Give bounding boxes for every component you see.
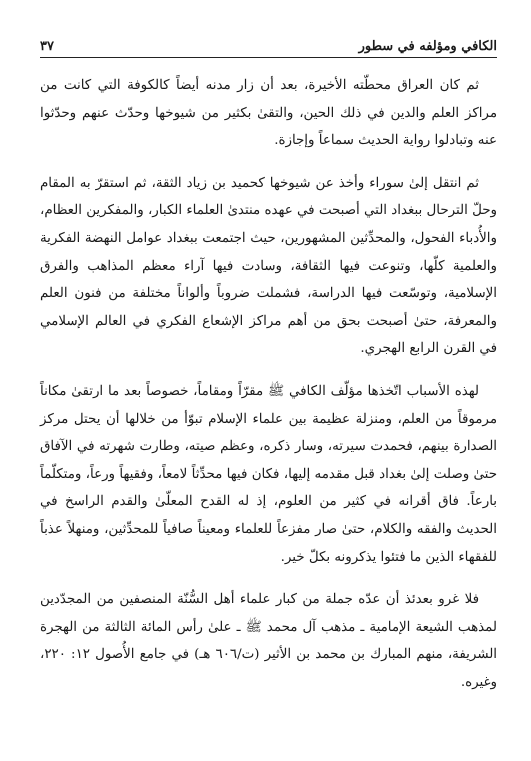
paragraph-reasons: لهذه الأسباب اتّخذها مؤلّف الكافي ﷺ مقرّاً ومقاماً، خصوصاً بعد ما ارتقىٰ مكاناً مرموقاً من العلم، ومنزلة عظيمة بين علماء الإسلام تبوّأ من خلالها أن يحتل مركز الصدارة بينهم، فحمدت سيرته، وسار ذكره، وعظم صيته، وطارت شهرته في الآفاق حتىٰ وصلت إلىٰ بغداد قبل مقدمه إليها، فكان فيها محدِّثاً لامعاً، وفقيهاً ورعاً، ومتكلّماً بارعاً. فاق أقرانه في كثير من العلوم، إذ له القدح المعلّىٰ والقدم الراسخ في الحديث والفقه والكلام، حتىٰ صار مفزعاً للعلماء ومعيناً صافياً للمحدِّثين، ومنهلاً عذباً للفقهاء الذين ما فتئوا يذكرونه بكلّ خير. <box>40 383 497 565</box>
page-header <box>40 34 497 58</box>
paragraph-iraq: ثم كان العراق محطّته الأخيرة، بعد أن زار مدنه أيضاً كالكوفة التي كانت من مراكز العلم والدين في ذلك الحين، والتقىٰ بكثير من شيوخها وحدّث عنهم وحدّثوا عنه وتبادلوا رواية الحديث سماعاً وإجازة. <box>40 78 497 149</box>
page-number: ٣٧ <box>40 39 54 54</box>
paragraph-mujaddid: فلا غرو بعدئذ أن عدّه جملة من كبار علماء أهل السُّنّة المنصفين من المجدّدين لمذهب الشيعة الإمامية ـ مذهب آل محمد ﷺ ـ علىٰ رأس المائة الثالثة من الهجرة الشريفة، منهم المبارك بن محمد بن الأثير (ت/٦٠٦ هـ) في جامع الأُصول ١٢: ٢٢٠، وغيره. <box>40 592 497 690</box>
body-text <box>40 72 497 696</box>
running-title: الكافي ومؤلفه في سطور <box>358 39 497 54</box>
paragraph-baghdad: ثم انتقل إلىٰ سوراء وأخذ عن شيوخها كحميد بن زياد الثقة، ثم استقرّ به المقام وحلّ الترحال ببغداد التي أصبحت في عهده منتدىٰ العلماء الكبار، والمفكرين العظام، والأُدباء الفحول، والمحدِّثين المشهورين، حيث اجتمعت ببغداد عوامل النهضة الفكرية والعلمية كلّها، وتنوعت فيها الثقافة، وسادت فيها آراء معظم المذاهب والفرق الإسلامية، وتوسّعت فيها الدراسة، فشملت ضروباً وألواناً مختلفة من فنون العلم والمعرفة، حتىٰ أصبحت بحق من أهم مراكز الإشعاع الفكري في العالم الإسلامي في القرن الرابع الهجري. <box>40 175 497 357</box>
